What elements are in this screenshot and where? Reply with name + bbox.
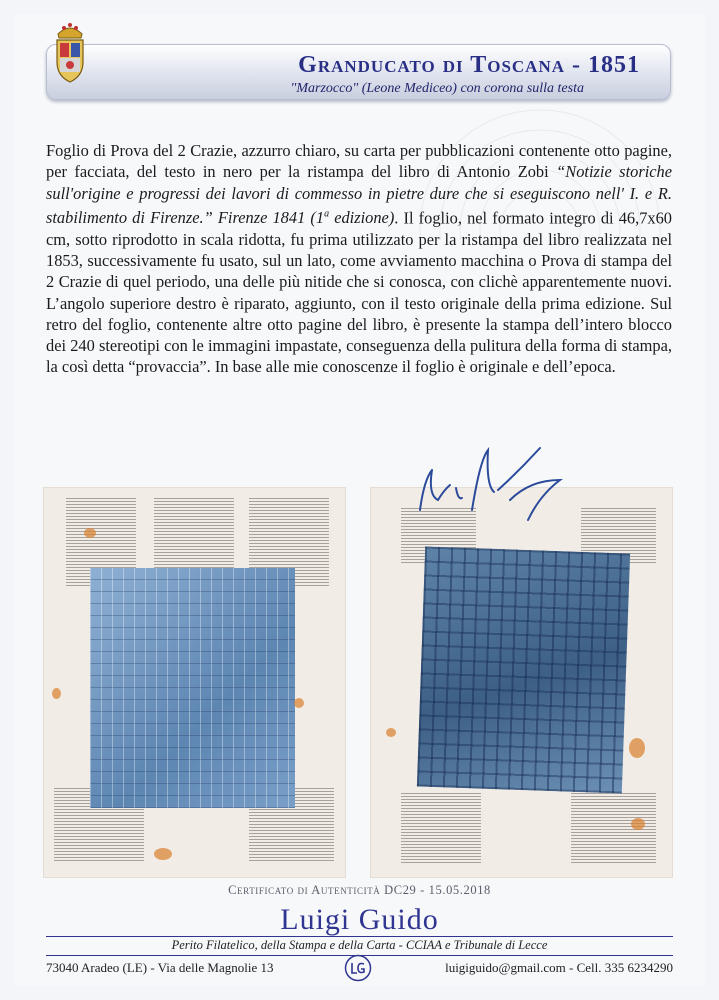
handwritten-signature (410, 440, 570, 530)
divider (46, 936, 673, 937)
page-title: Granducato di Toscana - 1851 (298, 52, 640, 78)
phone-number: Cell. 335 6234290 (576, 960, 673, 975)
text-column (401, 793, 481, 863)
book-title: “Notizie storiche sull'origine e progressi dei lavori di commesso in pietre dure che si eseguiscono nell' I. e R. stabilimento di Firenze.” Firenze 1841 (1$^a$ edizione) (46, 162, 672, 228)
stamp-proof-block (90, 568, 295, 808)
address: 73040 Aradeo (LE) - Via delle Magnolie 13 (46, 960, 274, 975)
photo-front-sheet (43, 487, 346, 878)
contact-info: luigiguido@gmail.com - Cell. 335 6234290 (445, 960, 673, 975)
certificate-date: 15.05.2018 (428, 883, 491, 897)
photo-back-sheet (370, 487, 673, 878)
foxing-stain (631, 818, 645, 830)
foxing-stain (154, 848, 172, 860)
coat-of-arms-icon (50, 18, 90, 88)
foxing-stain (52, 688, 61, 699)
foxing-stain (84, 528, 96, 538)
stamp-provaccia-block (417, 546, 630, 793)
foxing-stain (294, 698, 304, 708)
expert-role: Perito Filatelico, della Stampa e della Carta - CCIAA e Tribunale di Lecce (171, 938, 548, 952)
description-intro: Foglio di Prova del 2 Crazie, azzurro chiaro, su carta per pubblicazioni contenente otto pagine, per facciata, del testo in nero per la ristampa del libro di Antonio Zobi (46, 141, 672, 182)
certificate-reference: Certificato di Autenticità DC29 - 15.05.2018 (228, 883, 491, 897)
text-column (571, 793, 656, 863)
lg-monogram-icon (344, 954, 372, 982)
certificate-code: DC29 (384, 883, 417, 897)
email-link[interactable]: luigiguido@gmail.com (445, 960, 566, 975)
header-banner (46, 44, 671, 100)
page-subtitle: "Marzocco" (Leone Mediceo) con corona sulla testa (290, 81, 584, 96)
foxing-stain (386, 728, 396, 737)
expert-name: Luigi Guido (280, 903, 439, 936)
certificate-description (46, 140, 672, 378)
description-body: . Il foglio, nel formato integro di 46,7x60 cm, sotto riprodotto in scala ridotta, fu prima utilizzato per la ristampa del libro realizzata nel 1853, successivamente fu usato, sul un lato, come avviamento macchina o Prova di stampa del 2 Crazie di quel periodo, una delle più nitide che si conosca, con clichè apparentemente nuovi. L’angolo superiore destro è riparato, aggiunto, con il testo originale della prima edizione. Sul retro del foglio, contenente altre otto pagine del libro, è presente la stampa dell’intero blocco dei 240 stereotipi con le immagini impastate, conseguenza della pulitura della forma di stampa, la così detta “provaccia”. In base alle mie conoscenze il foglio è originale e dell’epoca. (46, 208, 672, 377)
foxing-stain (629, 738, 645, 758)
